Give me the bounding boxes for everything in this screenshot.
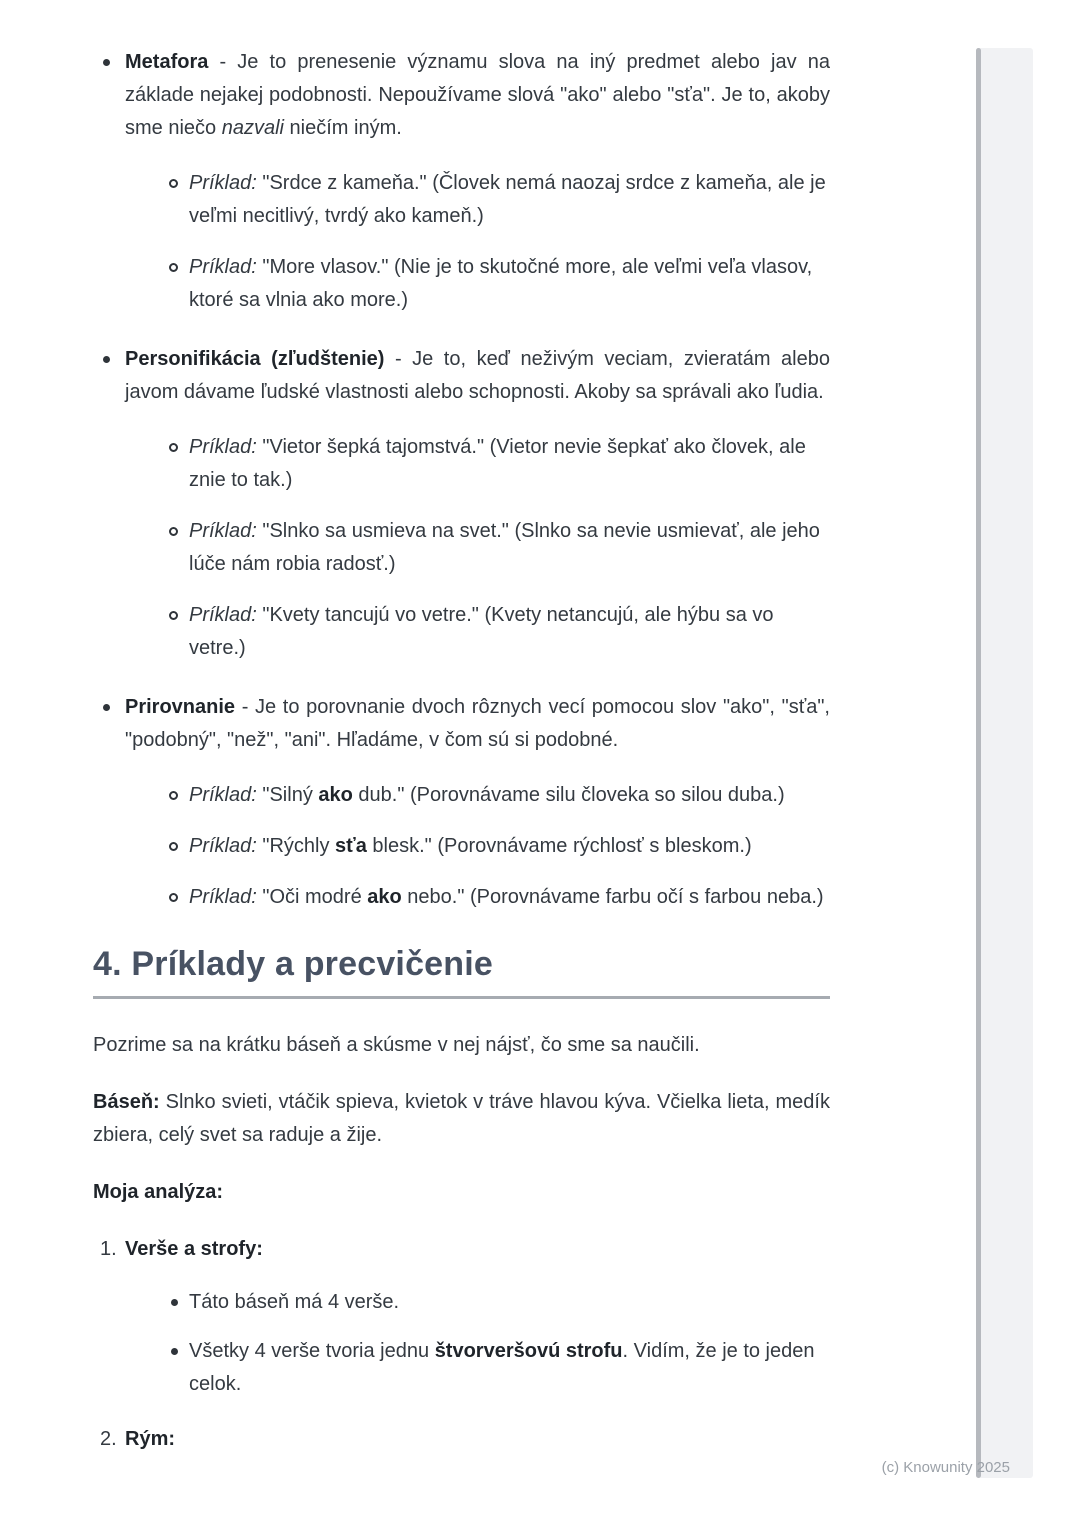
circle-bullet-icon [157, 830, 189, 851]
device-definition: Personifikácia (zľudštenie) - Je to, keď neživým veciam, zvieratám alebo javom dávame ľudské vlastnosti alebo schopnosti. Akoby sa správali ako ľudia. [125, 348, 830, 403]
circle-bullet-icon [157, 881, 189, 902]
device-item-body [125, 691, 830, 914]
example-item [157, 779, 830, 812]
copyright-watermark: (c) Knowunity 2025 [881, 1459, 1010, 1476]
example-item [157, 515, 830, 581]
device-item-body [125, 46, 830, 317]
example-item [157, 830, 830, 863]
bullet-icon [93, 691, 125, 711]
device-item-personifikacia [93, 343, 830, 665]
analysis-label: Moja analýza: [93, 1181, 224, 1203]
bullet-icon [157, 1286, 189, 1306]
example-item [157, 431, 830, 497]
example-item [157, 881, 830, 914]
poem-paragraph: Báseň: Slnko svieti, vtáčik spieva, kvietok v tráve hlavou kýva. Včielka lieta, medík zbiera, celý svet sa raduje a žije. [93, 1091, 830, 1146]
step-point-item [157, 1286, 830, 1319]
bullet-icon [157, 1335, 189, 1355]
step-number: 1. [100, 1238, 117, 1260]
step-number: 2. [100, 1428, 117, 1450]
device-examples-list [157, 779, 830, 914]
device-item-metafora [93, 46, 830, 317]
section-divider [93, 996, 830, 999]
step-point-item [157, 1335, 830, 1401]
example-text: Príklad: "Slnko sa usmieva na svet." (Slnko sa nevie usmievať, ale jeho lúče nám robia radosť.) [189, 520, 820, 575]
circle-bullet-icon [157, 167, 189, 188]
device-definition: Metafora - Je to prenesenie významu slova na iný predmet alebo jav na základe nejakej podobnosti. Nepoužívame slová "ako" alebo "sťa". Je to, akoby sme niečo nazvali niečím iným. [125, 51, 830, 139]
device-item-body [125, 343, 830, 665]
bullet-icon [93, 46, 125, 66]
step-title: Verše a strofy: [125, 1238, 263, 1260]
circle-bullet-icon [157, 515, 189, 536]
example-item [157, 599, 830, 665]
device-examples-list [157, 167, 830, 317]
analysis-step-1 [93, 1233, 830, 1401]
example-item [157, 251, 830, 317]
example-text: Príklad: "More vlasov." (Nie je to skutočné more, ale veľmi veľa vlasov, ktoré sa vlnia ako more.) [189, 256, 813, 311]
circle-bullet-icon [157, 251, 189, 272]
practice-intro: Pozrime sa na krátku báseň a skúsme v nej nájsť, čo sme sa naučili. [93, 1034, 700, 1056]
step-title: Rým: [125, 1428, 176, 1450]
section-heading: 4. Príklady a precvičenie [93, 945, 494, 983]
bullet-icon [93, 343, 125, 363]
example-text: Príklad: "Rýchly sťa blesk." (Porovnávame rýchlosť s bleskom.) [189, 835, 752, 857]
step-point-text: Všetky 4 verše tvoria jednu štvorveršovú strofu. Vidím, že je to jeden celok. [189, 1340, 815, 1395]
example-item [157, 167, 830, 233]
step-points-list [157, 1286, 830, 1401]
circle-bullet-icon [157, 599, 189, 620]
analysis-step-2 [93, 1423, 830, 1456]
device-examples-list [157, 431, 830, 665]
device-definition: Prirovnanie - Je to porovnanie dvoch rôznych vecí pomocou slov "ako", "sťa", "podobný", "než", "ani". Hľadáme, v čom sú si podobné. [125, 696, 830, 751]
example-text: Príklad: "Silný ako dub." (Porovnávame silu človeka so silou duba.) [189, 784, 785, 806]
scrollbar-track[interactable] [976, 48, 1033, 1478]
example-text: Príklad: "Kvety tancujú vo vetre." (Kvety netancujú, ale hýbu sa vo vetre.) [189, 604, 774, 659]
document-content [93, 46, 830, 1478]
example-text: Príklad: "Vietor šepká tajomstvá." (Vietor nevie šepkať ako človek, ale znie to tak.) [189, 436, 806, 491]
literary-devices-list [93, 46, 830, 914]
device-item-prirovnanie [93, 691, 830, 914]
example-text: Príklad: "Srdce z kameňa." (Človek nemá naozaj srdce z kameňa, ale je veľmi necitlivý, tvrdý ako kameň.) [189, 172, 826, 227]
analysis-steps-list [93, 1233, 830, 1456]
scrollbar-thumb[interactable] [976, 48, 981, 1478]
circle-bullet-icon [157, 779, 189, 800]
step-point-text: Táto báseň má 4 verše. [189, 1291, 400, 1313]
circle-bullet-icon [157, 431, 189, 452]
example-text: Príklad: "Oči modré ako nebo." (Porovnávame farbu očí s farbou neba.) [189, 886, 824, 908]
